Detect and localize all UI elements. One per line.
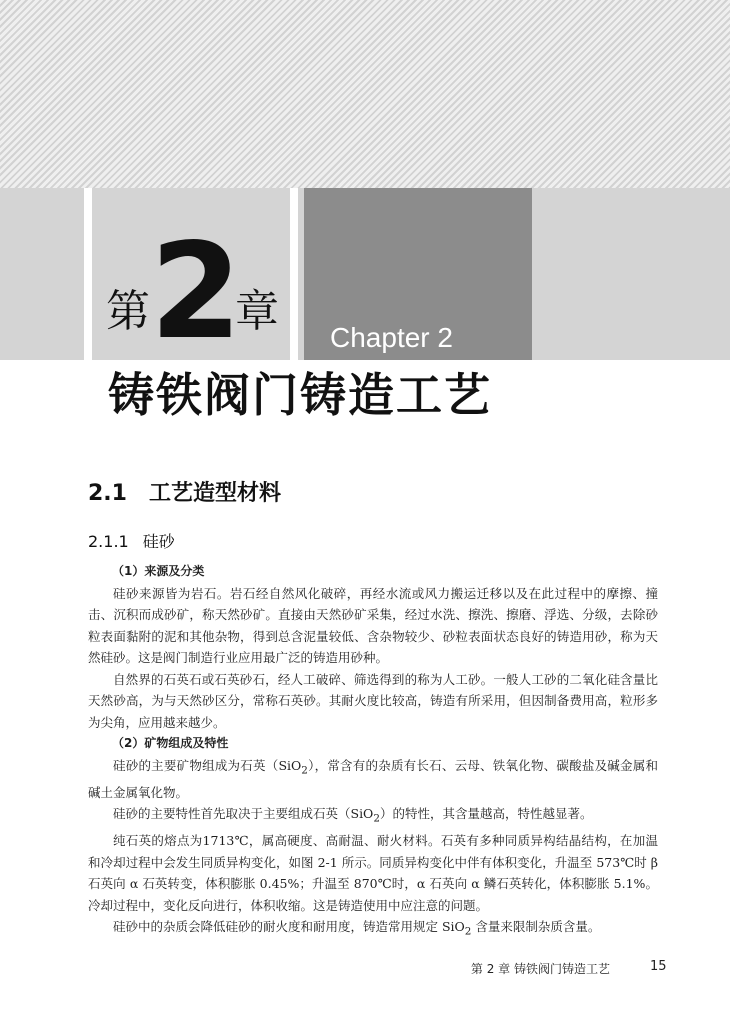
chapter-prefix: 第 — [106, 286, 150, 337]
paragraph-1: 硅砂来源皆为岩石。岩石经自然风化破碎，再经水流或风力搬运迁移以及在此过程中的摩擦、撞击、沉积而成砂矿，称天然砂矿。直接由天然砂矿采集，经过水洗、擦洗、擦磨、浮选、分级，去除砂粒表面黏附的泥和其他杂物，得到总含泥量较低、含杂物较少、砂粒表面状态良好的铸造用砂，称为天然硅砂。这是阀门制造行业应用最广泛的铸造用砂种。 — [88, 585, 658, 665]
paragraph-3-subscript: 2 — [301, 764, 308, 776]
heading-source-classification: （1）来源及分类 — [112, 564, 205, 578]
paragraph-5: 纯石英的熔点为1713℃，属高硬度、高耐温、耐火材料。石英有多种同质异构结晶结构，在加温和冷却过程中会发生同质异构变化，如图 2-1 所示。同质异构变化中伴有体积变化，升温至 573℃时 β 石英向 α 石英转变，体积膨胀 0.45%；升温至 870℃时，α 石英向 α 鳞石英转化，体积膨胀 5.1%。冷却过程中，变化反向进行，体积收缩。这是铸造使用中应注意的问题。 — [88, 833, 658, 913]
paragraph-4-subscript: 2 — [373, 812, 380, 825]
chapter-title: 铸铁阀门铸造工艺 — [108, 368, 492, 422]
subsection-title: 硅砂 — [142, 532, 175, 551]
subsection-heading — [88, 532, 175, 551]
paragraph-3-text-a: 硅砂的主要矿物组成为石英（SiO — [113, 757, 302, 773]
chapter-english-label: Chapter 2 — [330, 322, 453, 353]
section-number: 2.1 — [88, 481, 127, 506]
header-divider-right — [290, 188, 298, 360]
paragraph-4-text-b: ）的特性，其含量越高，特性越显著。 — [379, 806, 593, 821]
section-heading — [88, 481, 281, 507]
page-number: 15 — [650, 959, 667, 974]
paragraph-6-text-b: 含量来限制杂质含量。 — [471, 919, 601, 934]
paragraph-4 — [88, 803, 658, 830]
paragraph-6-text-a: 硅砂中的杂质会降低硅砂的耐火度和耐用度，铸造常用规定 SiO — [113, 919, 465, 934]
chapter-number: 2 — [150, 215, 242, 369]
section-title: 工艺造型材料 — [148, 481, 281, 506]
chapter-suffix: 章 — [235, 286, 279, 337]
header-divider-left — [84, 188, 92, 360]
paragraph-4-text-a: 硅砂的主要特性首先取决于主要组成石英（SiO — [113, 806, 374, 821]
paragraph-2: 自然界的石英石或石英砂石，经人工破碎、筛选得到的称为人工砂。一般人工砂的二氧化硅含量比天然砂高，为与天然砂区分，常称石英砂。其耐火度比较高，铸造有所采用，但因制备费用高，粒形多为尖角，应用越来越少。 — [88, 671, 658, 730]
paragraph-6 — [88, 916, 658, 943]
paragraph-6-subscript: 2 — [464, 925, 472, 938]
body-text — [88, 561, 658, 943]
subsection-number: 2.1.1 — [88, 532, 129, 551]
header-hatch-pattern — [0, 0, 730, 188]
paragraph-3-text-b: ），常含有的杂质有长石、云母、铁氧化物、碳酸盐及碱金属和碱土金属氧化物。 — [88, 757, 658, 800]
running-footer: 第 2 章 铸铁阀门铸造工艺 — [470, 962, 610, 976]
paragraph-3 — [88, 755, 658, 804]
page-footer — [0, 958, 730, 978]
heading-mineral-composition: （2）矿物组成及特性 — [112, 736, 229, 750]
